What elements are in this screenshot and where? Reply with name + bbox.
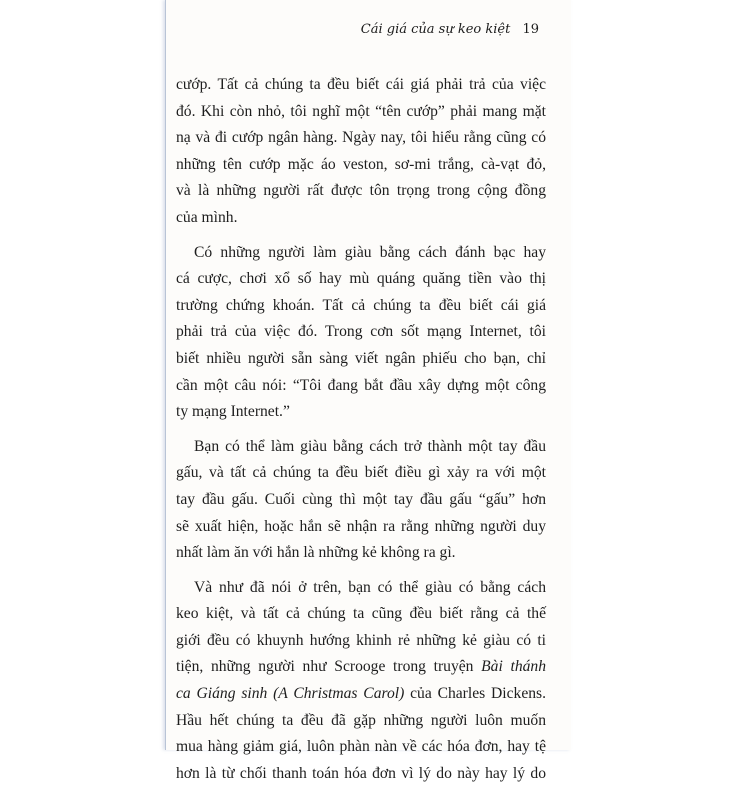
paragraph-1	[176, 72, 546, 232]
text-line: giới đều có khuynh hướng khinh rẻ những kẻ giàu có ti	[176, 631, 546, 649]
text-line: ty mạng Internet.”	[176, 403, 290, 421]
text-line: phải trả của việc đó. Trong cơn sốt mạng Internet, tôi	[176, 323, 546, 341]
text-line: Và như đã nói ở trên, bạn có thể giàu có bằng cách	[194, 578, 546, 596]
text-line: hơn là từ chối thanh toán hóa đơn vì lý do này hay lý do	[176, 764, 546, 782]
text-line: trường chứng khoán. Tất cả chúng ta đều biết cái giá	[176, 296, 546, 314]
text-line: Có những người làm giàu bằng cách đánh bạc hay	[194, 243, 546, 261]
text-line: của mình.	[176, 208, 238, 226]
text-line: Bạn có thể làm giàu bằng cách trở thành một tay đầu	[194, 437, 546, 455]
chapter-title: Cái giá của sự keo kiệt	[360, 22, 511, 37]
italic-book-title: ca Giáng sinh (A Christmas Carol)	[176, 685, 405, 703]
text-line: và là những người rất được tôn trọng trong cộng đồng	[176, 182, 546, 200]
text-run: của Charles Dickens.	[404, 685, 547, 703]
body-text	[176, 72, 546, 795]
paragraph-4	[176, 575, 546, 788]
text-line-with-italic	[176, 654, 546, 681]
italic-book-title: Bài thánh	[481, 658, 547, 676]
text-line: cá cược, chơi xổ số hay mù quáng quăng tiền vào thị	[176, 270, 546, 288]
text-line: tay đầu gấu. Cuối cùng thì một tay đầu gấu “gấu” hơn	[176, 490, 546, 508]
text-line: keo kiệt, và tất cả chúng ta cũng đều biết rằng cả thế	[176, 605, 546, 623]
text-run: tiện, những người như Scrooge trong truyện	[176, 658, 482, 676]
text-line: cướp. Tất cả chúng ta đều biết cái giá phải trả của việc	[176, 76, 546, 93]
text-line: nạ và đi cướp ngân hàng. Ngày nay, tôi hiểu rằng cũng có	[176, 129, 546, 147]
text-line-with-italic	[176, 681, 546, 708]
text-line: Hầu hết chúng ta đều đã gặp những người luôn muốn	[176, 711, 546, 729]
page-number: 19	[522, 22, 539, 37]
text-line: nhất làm ăn với hắn là những kẻ không ra gì.	[176, 544, 456, 562]
text-line: đó. Khi còn nhỏ, tôi nghĩ một “tên cướp” phải mang mặt	[176, 102, 546, 120]
paragraph-2	[176, 240, 546, 426]
text-line: những tên cướp mặc áo veston, sơ-mi trắng, cà-vạt đỏ,	[176, 155, 546, 173]
text-line: gấu, và tất cả chúng ta đều biết điều gì xảy ra với một	[176, 464, 546, 482]
text-line: mua hàng giảm giá, luôn phàn nàn về các hóa đơn, hay tệ	[176, 738, 546, 756]
text-line: cần một câu nói: “Tôi đang bắt đầu xây dựng một công	[176, 376, 546, 394]
text-line: biết nhiều người sẵn sàng viết ngân phiếu cho bạn, chỉ	[176, 349, 546, 367]
text-line: sẽ xuất hiện, hoặc hắn sẽ nhận ra rằng những người duy	[176, 517, 546, 535]
book-page	[165, 0, 571, 782]
running-header	[361, 22, 539, 37]
paragraph-3	[176, 434, 546, 567]
